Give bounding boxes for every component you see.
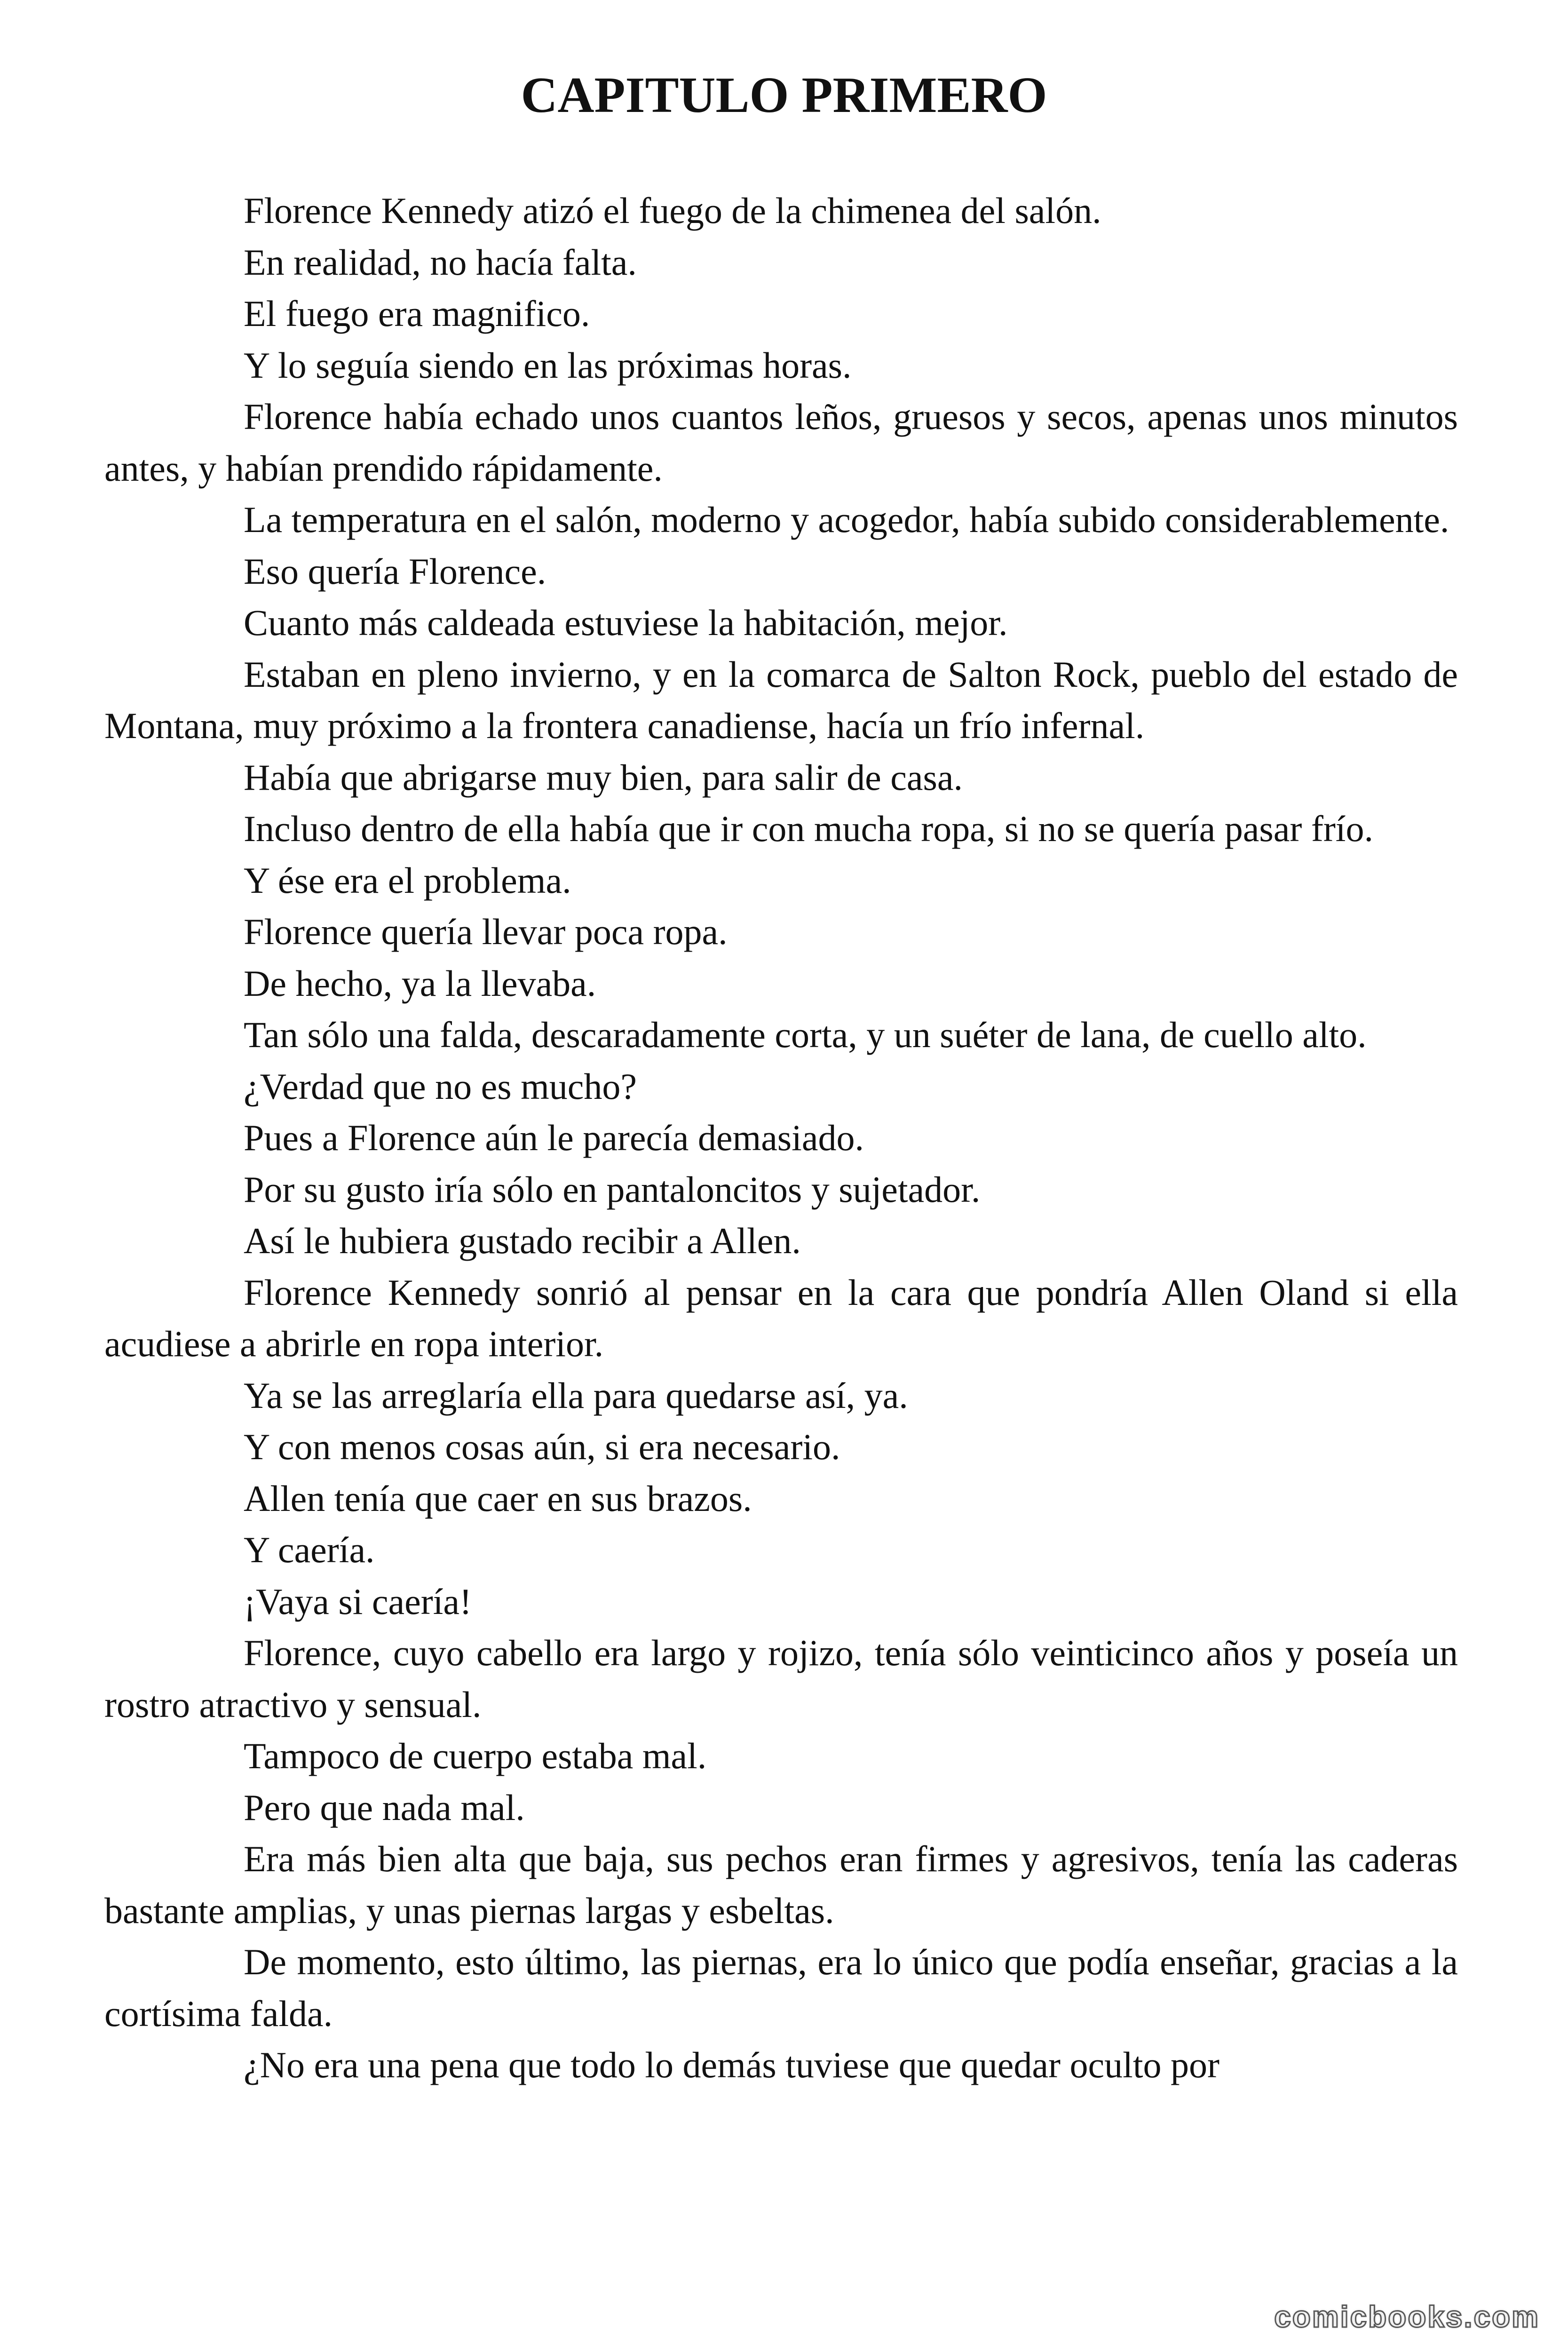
paragraph: Cuanto más caldeada estuviese la habitación, mejor.	[244, 602, 1008, 643]
paragraph: Florence Kennedy sonrió al pensar en la cara que pondría Allen Oland si ella acudiese a abrirle en ropa interior.	[104, 1271, 1458, 1364]
paragraph: Florence Kennedy atizó el fuego de la chimenea del salón.	[244, 190, 1101, 231]
paragraph: De hecho, ya la llevaba.	[244, 962, 596, 1004]
paragraph: Pues a Florence aún le parecía demasiado.	[244, 1117, 864, 1158]
paragraph: Y caería.	[244, 1529, 375, 1570]
body-text	[104, 185, 1458, 2091]
paragraph: Pero que nada mal.	[244, 1787, 525, 1828]
paragraph: La temperatura en el salón, moderno y acogedor, había subido considerablemente.	[244, 499, 1449, 540]
paragraph: ¡Vaya si caería!	[244, 1581, 472, 1622]
paragraph: Ya se las arreglaría ella para quedarse así, ya.	[244, 1375, 908, 1416]
paragraph: De momento, esto último, las piernas, era lo único que podía enseñar, gracias a la cortísima falda.	[104, 1941, 1458, 2034]
paragraph: Así le hubiera gustado recibir a Allen.	[244, 1220, 801, 1261]
chapter-title: CAPITULO PRIMERO	[521, 67, 1047, 123]
paragraph: Incluso dentro de ella había que ir con mucha ropa, si no se quería pasar frío.	[244, 808, 1373, 849]
paragraph: Tan sólo una falda, descaradamente corta, y un suéter de lana, de cuello alto.	[244, 1014, 1367, 1055]
paragraph: Florence quería llevar poca ropa.	[244, 911, 728, 952]
paragraph: Por su gusto iría sólo en pantaloncitos y sujetador.	[244, 1168, 981, 1210]
paragraph: Florence, cuyo cabello era largo y rojizo, tenía sólo veinticinco años y poseía un rostro atractivo y sensual.	[104, 1632, 1458, 1725]
paragraph: Había que abrigarse muy bien, para salir de casa.	[244, 756, 963, 798]
paragraph: Estaban en pleno invierno, y en la comarca de Salton Rock, pueblo del estado de Montana, muy próximo a la frontera canadiense, hacía un frío infernal.	[104, 653, 1458, 746]
paragraph: En realidad, no hacía falta.	[244, 241, 637, 283]
paragraph: Allen tenía que caer en sus brazos.	[244, 1478, 752, 1519]
watermark-logo: comicbooks.com	[1274, 2300, 1540, 2334]
paragraph: Y ése era el problema.	[244, 859, 571, 901]
paragraph: Tampoco de cuerpo estaba mal.	[244, 1735, 707, 1776]
paragraph: Y con menos cosas aún, si era necesario.	[244, 1426, 840, 1467]
paragraph: Florence había echado unos cuantos leños, gruesos y secos, apenas unos minutos antes, y habían prendido rápidamente.	[104, 396, 1458, 489]
paragraph: Eso quería Florence.	[244, 550, 546, 592]
paragraph: Era más bien alta que baja, sus pechos eran firmes y agresivos, tenía las caderas bastante amplias, y unas piernas largas y esbeltas.	[104, 1838, 1458, 1931]
paragraph: El fuego era magnifico.	[244, 293, 590, 334]
paragraph: ¿Verdad que no es mucho?	[244, 1065, 637, 1107]
paragraph: Y lo seguía siendo en las próximas horas.	[244, 344, 852, 386]
paragraph: ¿No era una pena que todo lo demás tuviese que quedar oculto por	[244, 2044, 1220, 2085]
